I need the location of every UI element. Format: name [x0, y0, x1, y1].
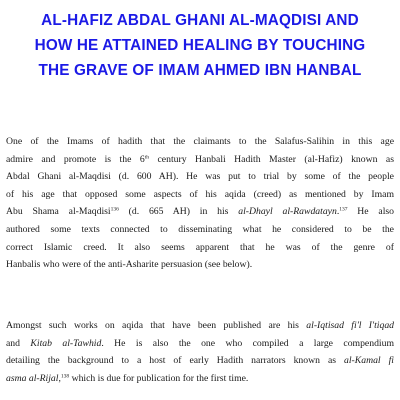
paragraph-1-line-1: One of the Imams of hadith that the claimants to the Salafus-Salihin in this age [6, 136, 394, 147]
paragraph-1-line-8: Hanbalis who were of the anti-Asharite persuasion (see below). [6, 259, 253, 271]
paragraph-1 [6, 133, 394, 274]
line-text: admire and promote is the 6 [6, 153, 145, 165]
paragraph-2-line-4 [6, 370, 394, 388]
line-text: . He is also the one who compiled a large compendium [101, 337, 394, 349]
footnote-ref-137: 137 [339, 206, 348, 213]
line-text: Amongst such works on aqida that have been published are his [6, 320, 307, 331]
paragraph-1-line-7: correct Islamic creed. It also seems apparent that he was of the genre of [6, 241, 394, 253]
line-text: century Hanbali Hadith Master (al-Hafiz) known as [149, 153, 395, 165]
line-text: which is due for publication for the first time. [69, 372, 249, 384]
title-line-3: THE GRAVE OF IMAM AHMED IBN HANBAL [38, 62, 362, 79]
book-title: al-Kamal fi [344, 355, 394, 367]
paragraph-2 [6, 317, 394, 387]
book-title: al-Iqtisad fi'l I'tiqad [306, 320, 395, 331]
paragraph-1-line-3: Abdal Ghani al-Maqdisi (d. 600 AH). He was put to trial by some of the people [6, 171, 394, 183]
footnote-ref-136: 136 [110, 206, 119, 213]
title-line-2: HOW HE ATTAINED HEALING BY TOUCHING [34, 37, 366, 54]
line-text: He also [347, 206, 395, 218]
paragraph-2-line-1 [6, 317, 394, 335]
line-text: detailing the background to a host of early Hadith narrators known as [6, 355, 345, 367]
book-title: asma al-Rijal [6, 372, 59, 384]
line-text: , [58, 372, 61, 384]
page-title [14, 8, 386, 83]
title-line-1: AL-HAFIZ ABDAL GHANI AL-MAQDISI AND [41, 12, 359, 29]
superscript: th [144, 154, 150, 161]
line-text: Abu Shama al-Maqdisi [6, 206, 111, 218]
book-title: al-Dhayl al-Rawdatayn [238, 206, 337, 218]
line-text: and [6, 337, 31, 349]
paragraph-2-line-3 [6, 352, 394, 370]
footnote-ref-138: 138 [60, 373, 70, 380]
book-title: Kitab al-Tawhid [30, 337, 102, 349]
paragraph-2-line-2 [6, 335, 394, 353]
paragraph-1-line-6: authored some texts connected to disseminating what he considered to be the [6, 223, 394, 235]
paragraph-1-line-4: of his age that opposed some aspects of his aqida (creed) as mentioned by Imam [6, 188, 394, 200]
paragraph-1-line-5 [6, 203, 394, 221]
paragraph-1-line-2 [6, 151, 394, 169]
line-text: (d. 665 AH) in his [118, 206, 239, 218]
line-text: . [336, 206, 340, 218]
